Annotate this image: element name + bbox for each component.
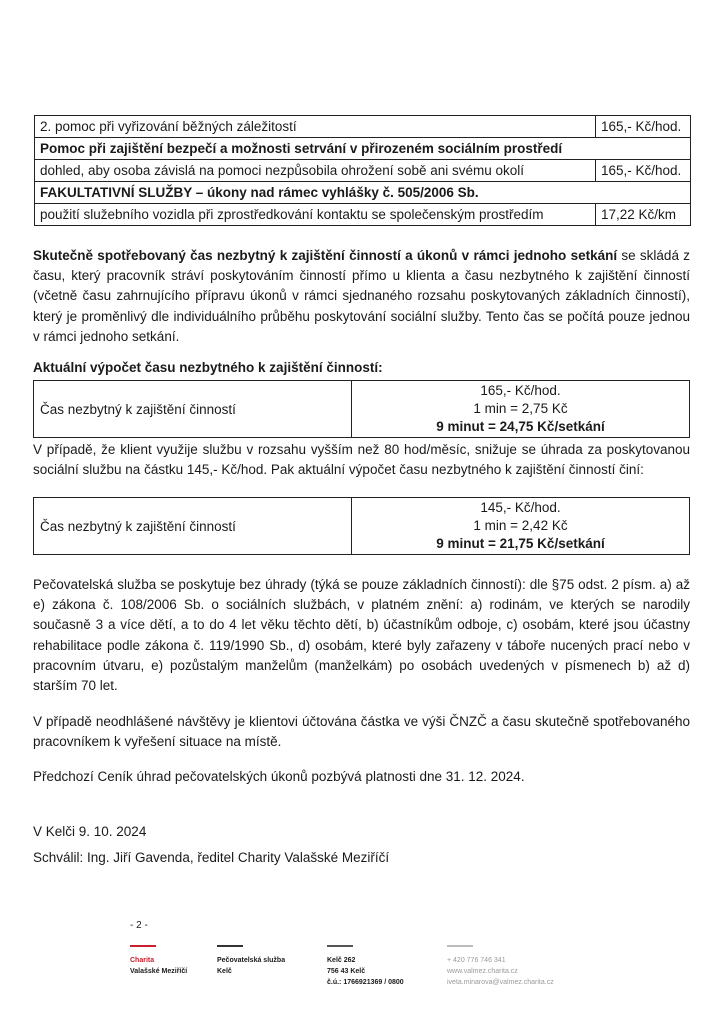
footer-address-street: Kelč 262: [327, 957, 356, 964]
row-price: 165,- Kč/hod.: [596, 160, 691, 182]
table-section-row: [35, 138, 691, 160]
paragraph-free: Pečovatelská služba se poskytuje bez úhrady (týká se pouze základních činností): dle §75 odst. 2 písm. a) až e) zákona č. 108/2006 Sb. o sociálních službách, v platném znění: a) rodinám, ve kterých se narodily současně 3 a více dětí, a to do 4 let věku těchto dětí, b) účastníkům odboje, c) osobám, které jsou účastny rehabilitace podle zákona č. 119/1990 Sb., d) osobám, které byly zařazeny v táboře nucených prací nebo v pracovním útvaru, e) pozůstalým manželům (manželkám) po osobách uvedených v písmenech b) až d) starším 70 let.: [33, 577, 690, 694]
calc-label: Čas nezbytný k zajištění činností: [34, 498, 352, 555]
table-row: [35, 160, 691, 182]
footer-org-city: Valašské Meziříčí: [130, 968, 188, 975]
calc-total: 9 minut = 24,75 Kč/setkání: [436, 419, 605, 434]
section-label: Pomoc při zajištění bezpečí a možnosti setrvání v přirozeném sociálním prostředí: [35, 138, 691, 160]
calc-total: 9 minut = 21,75 Kč/setkání: [436, 536, 605, 551]
paragraph-time-text: se skládá z času, který pracovník stráví poskytováním činností přímo u klienta a času nezbytného k zajištění činností (včetně času zahrnujícího přípravu úkonů v rámci sjednaného rozsahu poskytovaných základních činností), který je proměnlivý dle individuálního průběhu poskytování sociální služby. Tento čas se počítá pouze jednou v rámci jednoho setkání.: [33, 248, 690, 344]
footer-rule: [447, 945, 473, 947]
calc-rate: 145,- Kč/hod.: [480, 500, 561, 515]
calc-rate: 165,- Kč/hod.: [480, 383, 561, 398]
row-price: 17,22 Kč/km: [596, 204, 691, 226]
table-row: [34, 381, 690, 438]
footer-org: [130, 955, 187, 977]
table-section-row: [35, 182, 691, 204]
row-label: použití služebního vozidla při zprostředkování kontaktu se společenským prostředím: [35, 204, 596, 226]
page-number: - 2 -: [130, 920, 148, 931]
calc-per-minute: 1 min = 2,42 Kč: [473, 518, 568, 533]
footer-email: iveta.minarova@valmez.charita.cz: [447, 979, 554, 986]
table-row: [35, 116, 691, 138]
paragraph-over-80: V případě, že klient využije službu v rozsahu vyšším než 80 hod/měsíc, snižuje se úhrada za poskytovanou sociální službu na částku 145,- Kč/hod. Pak aktuální výpočet času nezbytného k zajištění činností činí:: [33, 442, 690, 478]
footer-service-name: Pečovatelská služba: [217, 957, 286, 964]
paragraph-time-intro: Skutečně spotřebovaný čas nezbytný k zajištění činností a úkonů v rámci jednoho setkání: [33, 248, 618, 263]
calc-table-2: [33, 497, 690, 555]
row-price: 165,- Kč/hod.: [596, 116, 691, 138]
footer-address-zip: 756 43 Kelč: [327, 968, 366, 975]
calc-values: [352, 498, 690, 555]
footer-accent-rule: [130, 945, 156, 947]
footer-service: [217, 955, 285, 977]
row-label: dohled, aby osoba závislá na pomoci nezpůsobila ohrožení sobě ani svému okolí: [35, 160, 596, 182]
paragraph-time: [33, 246, 690, 347]
table-row: [35, 204, 691, 226]
approval-line: Schválil: Ing. Jiří Gavenda, ředitel Charity Valašské Meziříčí: [33, 850, 390, 865]
footer-bank-account: č.ú.: 1766921369 / 0800: [327, 979, 404, 986]
footer-contact: [447, 955, 554, 988]
calc-table-1: [33, 380, 690, 438]
section-label: FAKULTATIVNÍ SLUŽBY – úkony nad rámec vyhlášky č. 505/2006 Sb.: [35, 182, 691, 204]
table-row: [34, 498, 690, 555]
footer-address: [327, 955, 404, 988]
price-table: [34, 115, 691, 226]
footer-service-place: Kelč: [217, 968, 232, 975]
footer-rule: [327, 945, 353, 947]
calc-values: [352, 381, 690, 438]
paragraph-cancel: V případě neodhlášené návštěvy je klientovi účtována částka ve výši ČNZČ a času skutečně spotřebovaného pracovníkem k vyřešení situace na místě.: [33, 714, 690, 750]
footer-org-name: Charita: [130, 957, 155, 964]
place-date: V Kelči 9. 10. 2024: [33, 824, 147, 839]
footer-website: www.valmez.charita.cz: [447, 968, 518, 975]
calc-per-minute: 1 min = 2,75 Kč: [473, 401, 568, 416]
paragraph-validity: Předchozí Ceník úhrad pečovatelských úkonů pozbývá platnosti dne 31. 12. 2024.: [33, 769, 525, 784]
calc-label: Čas nezbytný k zajištění činností: [34, 381, 352, 438]
calc-heading: Aktuální výpočet času nezbytného k zajištění činností:: [33, 360, 383, 375]
footer-phone: + 420 776 746 341: [447, 957, 506, 964]
row-label: 2. pomoc při vyřizování běžných záležitostí: [35, 116, 596, 138]
footer-rule: [217, 945, 243, 947]
